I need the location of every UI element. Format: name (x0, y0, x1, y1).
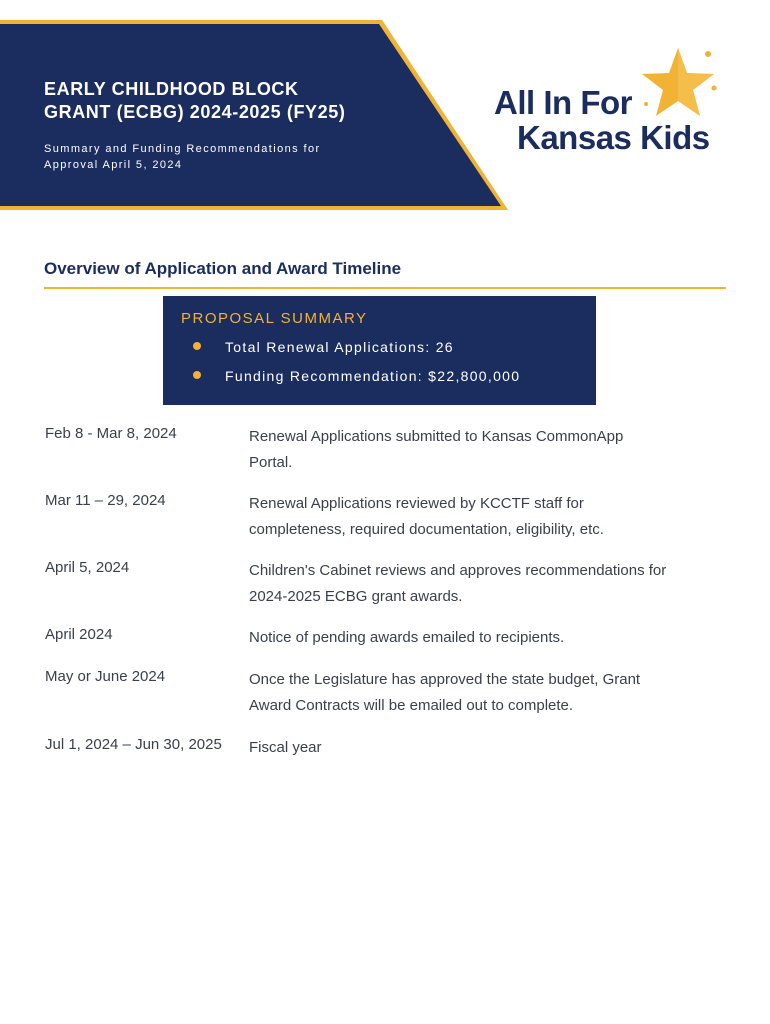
timeline-description (249, 625, 729, 651)
summary-item-text: Funding Recommendation: $22,800,000 (225, 368, 521, 384)
timeline-description-line: Children's Cabinet reviews and approves recommendations for (249, 562, 667, 579)
subtitle-line-1: Summary and Funding Recommendations for (44, 143, 321, 155)
bullet-icon (193, 371, 201, 379)
timeline-description-line: Notice of pending awards emailed to recipients. (249, 629, 565, 646)
timeline-description (249, 558, 729, 610)
logo-text-line-1: All In For (494, 84, 632, 121)
timeline-description (249, 735, 729, 761)
bullet-icon (193, 342, 201, 350)
summary-item (193, 368, 520, 384)
timeline-description-line: Fiscal year (249, 739, 322, 756)
title-line-2: GRANT (ECBG) 2024-2025 (FY25) (44, 102, 346, 122)
logo-text-line-2: Kansas Kids (517, 119, 710, 156)
document-title (44, 78, 404, 124)
timeline-description (249, 667, 729, 719)
section-heading: Overview of Application and Award Timeline (44, 259, 402, 278)
timeline-description-line: Award Contracts will be emailed out to complete. (249, 697, 574, 714)
timeline-description-line: 2024-2025 ECBG grant awards. (249, 588, 463, 605)
summary-item (193, 339, 454, 355)
timeline-date: April 5, 2024 (45, 559, 130, 576)
timeline-description-line: Renewal Applications submitted to Kansas CommonApp (249, 428, 624, 445)
proposal-summary-title: PROPOSAL SUMMARY (181, 310, 368, 327)
section-divider (44, 287, 726, 289)
star-icon (638, 44, 718, 124)
timeline-date: Mar 11 – 29, 2024 (45, 492, 166, 509)
title-line-1: EARLY CHILDHOOD BLOCK (44, 79, 299, 99)
all-in-for-kansas-kids-logo (488, 44, 728, 164)
timeline-description-line: completeness, required documentation, eligibility, etc. (249, 521, 604, 538)
header-banner (0, 0, 520, 220)
timeline-description (249, 424, 729, 476)
summary-item-text: Total Renewal Applications: 26 (225, 339, 454, 355)
subtitle-line-2: Approval April 5, 2024 (44, 159, 183, 171)
timeline-date: Jul 1, 2024 – Jun 30, 2025 (45, 736, 222, 753)
timeline-date: Feb 8 - Mar 8, 2024 (45, 425, 177, 442)
document-subtitle (44, 141, 364, 173)
timeline-date: April 2024 (45, 626, 113, 643)
timeline-date: May or June 2024 (45, 668, 166, 685)
timeline-description (249, 491, 729, 543)
timeline-description-line: Portal. (249, 454, 293, 471)
proposal-summary-box (163, 296, 596, 405)
timeline-description-line: Renewal Applications reviewed by KCCTF staff for (249, 495, 584, 512)
timeline-description-line: Once the Legislature has approved the state budget, Grant (249, 671, 641, 688)
